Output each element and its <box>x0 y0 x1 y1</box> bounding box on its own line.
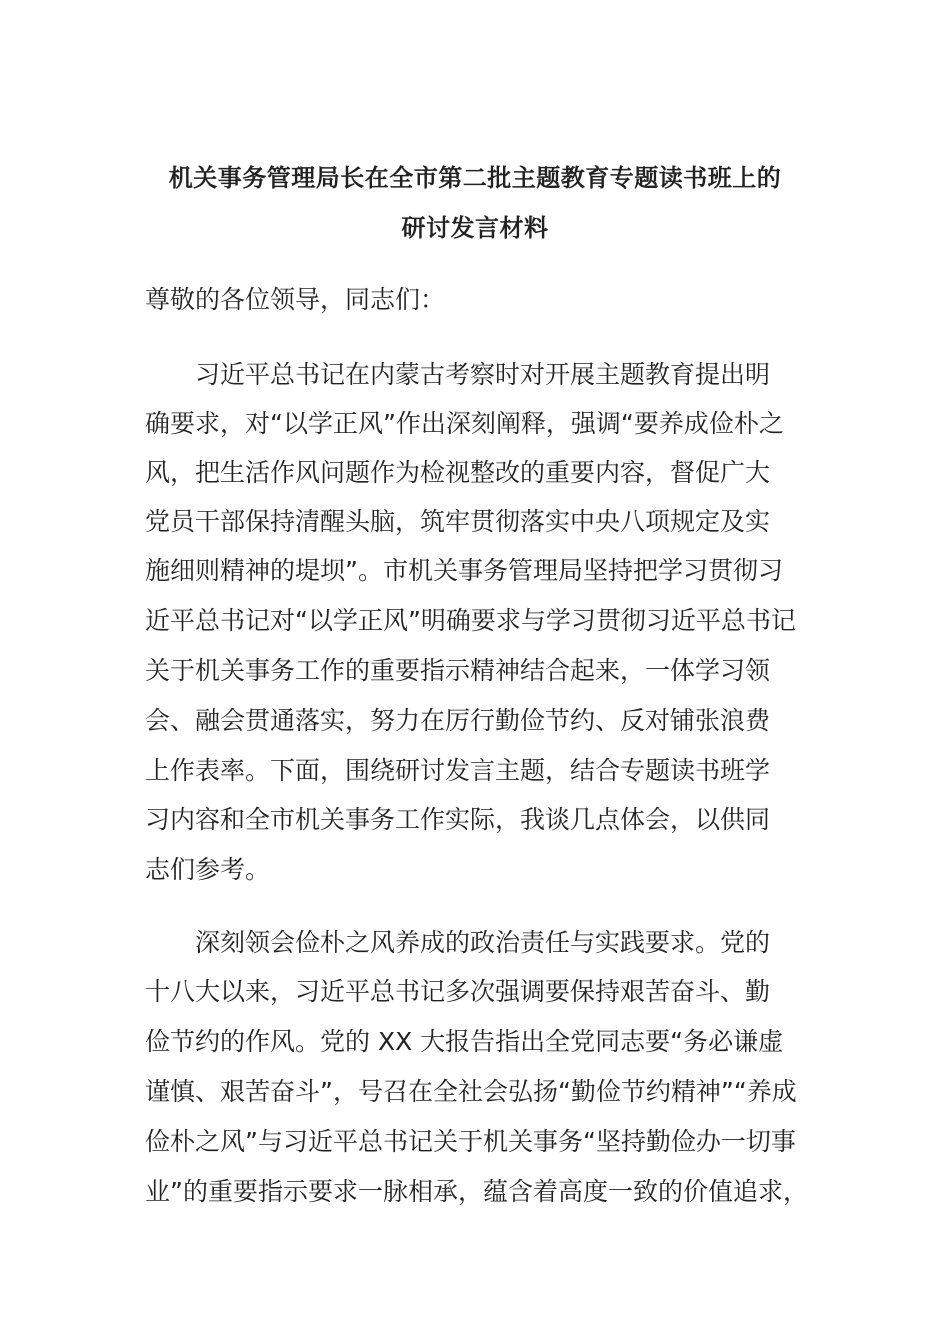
paragraph-2-line: 俭节约的作风。党的 XX 大报告指出全党同志要“务必谦虚 <box>145 1027 784 1056</box>
paragraph-1-line: 关于机关事务工作的重要指示精神结合起来，一体学习领 <box>145 656 771 685</box>
paragraph-1-line: 会、融会贯通落实，努力在厉行勤俭节约、反对铺张浪费 <box>145 706 771 735</box>
paragraph-1-line: 志们参考。 <box>145 855 271 884</box>
salutation: 尊敬的各位领导，同志们： <box>145 285 446 314</box>
paragraph-2-line: 谨慎、艰苦奋斗”，号召在全社会弘扬“勤俭节约精神”“养成 <box>145 1077 797 1106</box>
paragraph-1-line: 施细则精神的堤坝”。市机关事务管理局坚持把学习贯彻习 <box>145 556 783 585</box>
paragraph-1-line: 党员干部保持清醒头脑，筑牢贯彻落实中央八项规定及实 <box>145 507 771 536</box>
paragraph-2-line: 十八大以来，习近平总书记多次强调要保持艰苦奋斗、勤 <box>145 977 771 1006</box>
document-title-line-2: 研讨发言材料 <box>401 214 549 242</box>
paragraph-1-line: 上作表率。下面，围绕研讨发言主题，结合专题读书班学 <box>145 756 771 785</box>
paragraph-1-line: 近平总书记对“以学正风”明确要求与学习贯彻习近平总书记 <box>145 606 796 635</box>
paragraph-1-line: 习内容和全市机关事务工作实际，我谈几点体会，以供同 <box>145 805 771 834</box>
paragraph-1-line: 确要求，对“以学正风”作出深刻阐释，强调“要养成俭朴之 <box>145 409 784 438</box>
paragraph-1-line: 风，把生活作风问题作为检视整改的重要内容，督促广大 <box>145 458 771 487</box>
paragraph-2-line: 俭朴之风”与习近平总书记关于机关事务“坚持勤俭办一切事 <box>145 1127 796 1156</box>
paragraph-1-line: 习近平总书记在内蒙古考察时对开展主题教育提出明 <box>195 360 771 389</box>
paragraph-2-line: 深刻领会俭朴之风养成的政治责任与实践要求。党的 <box>195 928 771 957</box>
paragraph-2-line: 业”的重要指示要求一脉相承，蕴含着高度一致的价值追求， <box>145 1177 808 1206</box>
document-title-line-1: 机关事务管理局长在全市第二批主题教育专题读书班上的 <box>168 164 782 192</box>
